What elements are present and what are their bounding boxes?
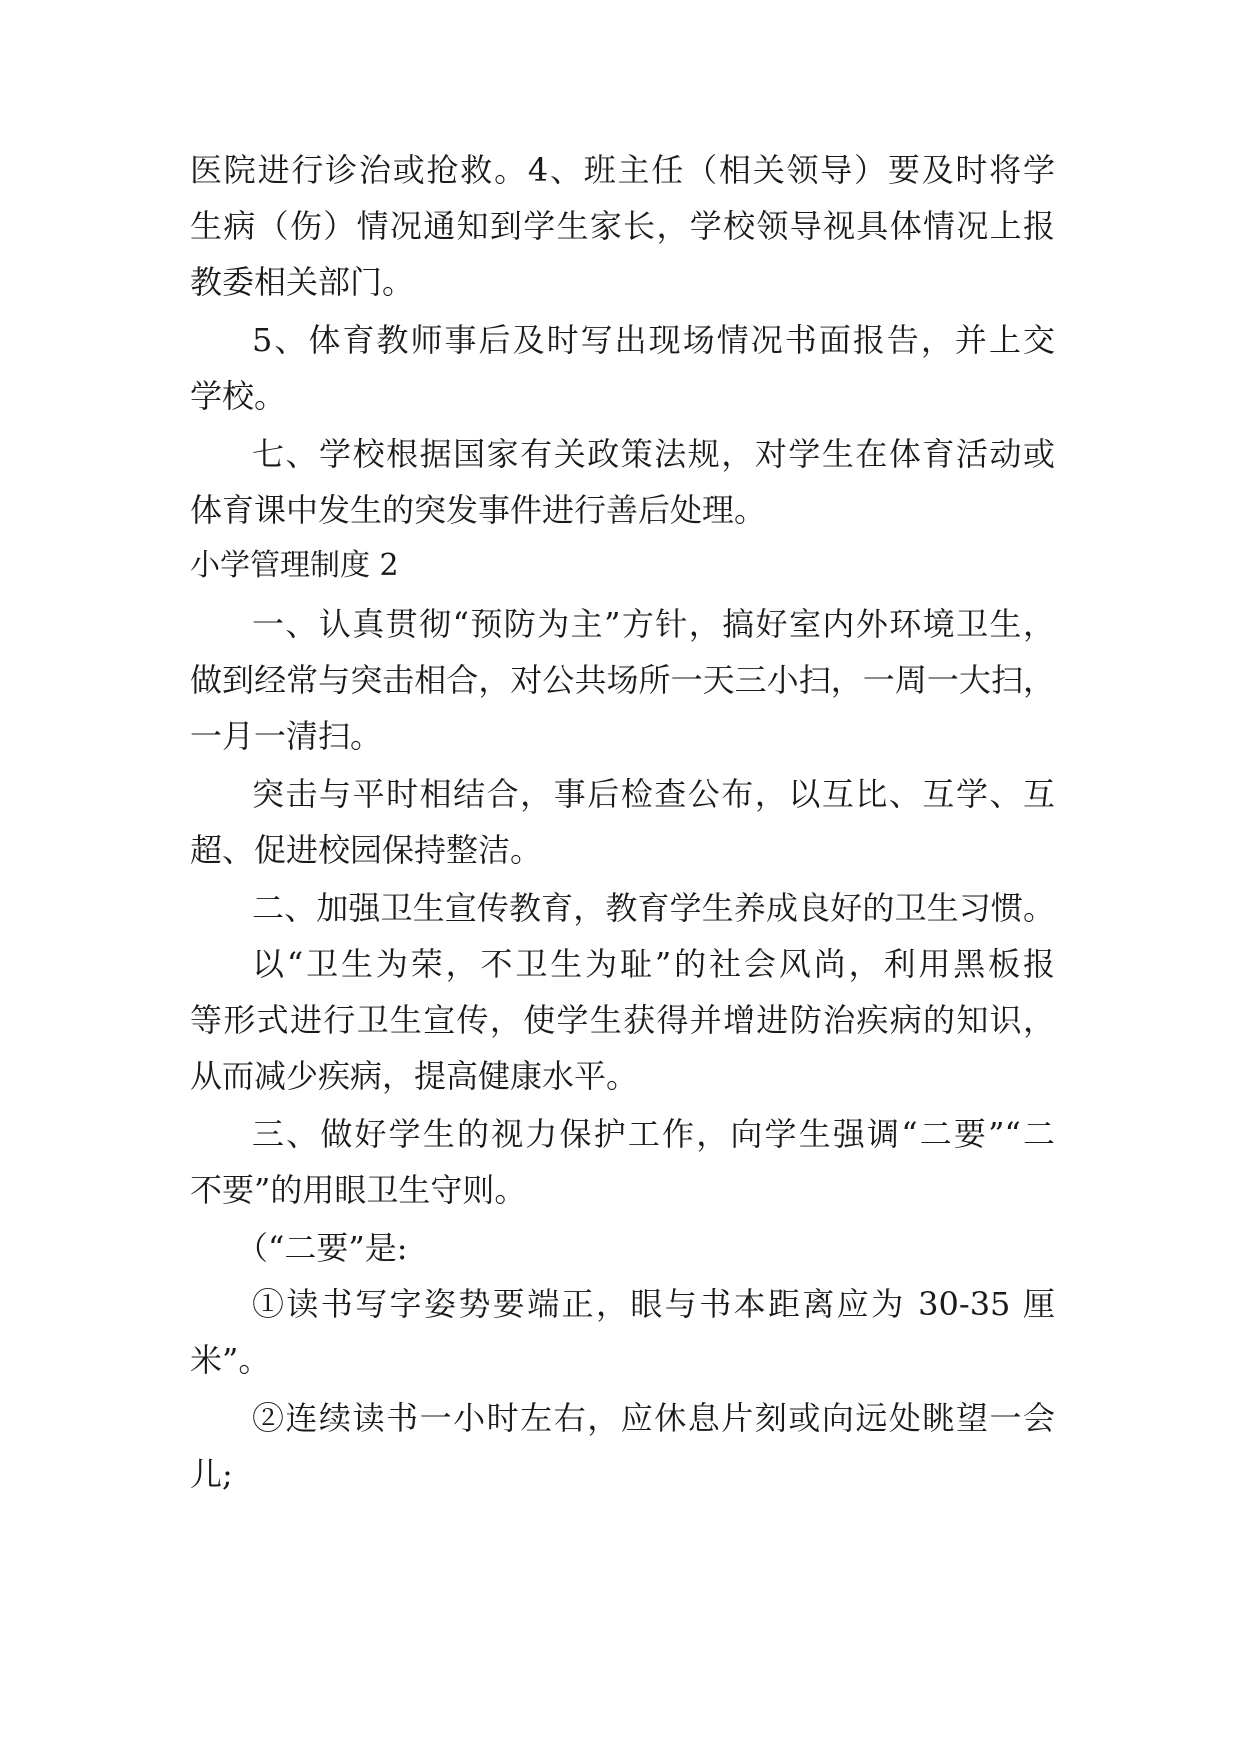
text-line: ①读书写字姿势要端正，眼与书本距离应为 30-35 厘 [252, 1285, 1055, 1323]
text-line: 一月一清扫。 [190, 717, 383, 755]
section-heading: 小学管理制度 2 [190, 548, 399, 583]
text-line: 不要”的用眼卫生守则。 [190, 1171, 527, 1209]
text-line: 医院进行诊治或抢救。4、班主任（相关领导）要及时将学 [190, 151, 1055, 189]
text-line: 三、做好学生的视力保护工作，向学生强调“二要”“二 [252, 1115, 1055, 1153]
text-line: 以“卫生为荣，不卫生为耻”的社会风尚，利用黑板报 [252, 945, 1055, 983]
text-line: 生病（伤）情况通知到学生家长，学校领导视具体情况上报 [190, 207, 1055, 245]
text-line: 一、认真贯彻“预防为主”方针，搞好室内外环境卫生， [252, 605, 1055, 643]
text-line: 教委相关部门。 [190, 263, 415, 301]
text-line: 体育课中发生的突发事件进行善后处理。 [190, 491, 767, 529]
text-line: 米”。 [190, 1341, 271, 1379]
text-line: 学校。 [190, 377, 287, 415]
text-line: ②连续读书一小时左右，应休息片刻或向远处眺望一会 [252, 1399, 1055, 1437]
text-line: 超、促进校园保持整洁。 [190, 831, 543, 869]
text-line: 二、加强卫生宣传教育，教育学生养成良好的卫生习惯。 [252, 889, 1055, 927]
text-line: 做到经常与突击相合，对公共场所一天三小扫，一周一大扫， [190, 661, 1055, 699]
text-line: 5、体育教师事后及时写出现场情况书面报告，并上交 [252, 321, 1055, 359]
text-line: （“二要”是: [236, 1229, 408, 1267]
text-line: 儿; [190, 1455, 233, 1493]
text-line: 等形式进行卫生宣传，使学生获得并增进防治疾病的知识， [190, 1001, 1055, 1039]
text-line: 突击与平时相结合，事后检查公布，以互比、互学、互 [252, 775, 1055, 813]
text-line: 从而减少疾病，提高健康水平。 [190, 1057, 639, 1095]
text-line: 七、学校根据国家有关政策法规，对学生在体育活动或 [252, 435, 1055, 473]
